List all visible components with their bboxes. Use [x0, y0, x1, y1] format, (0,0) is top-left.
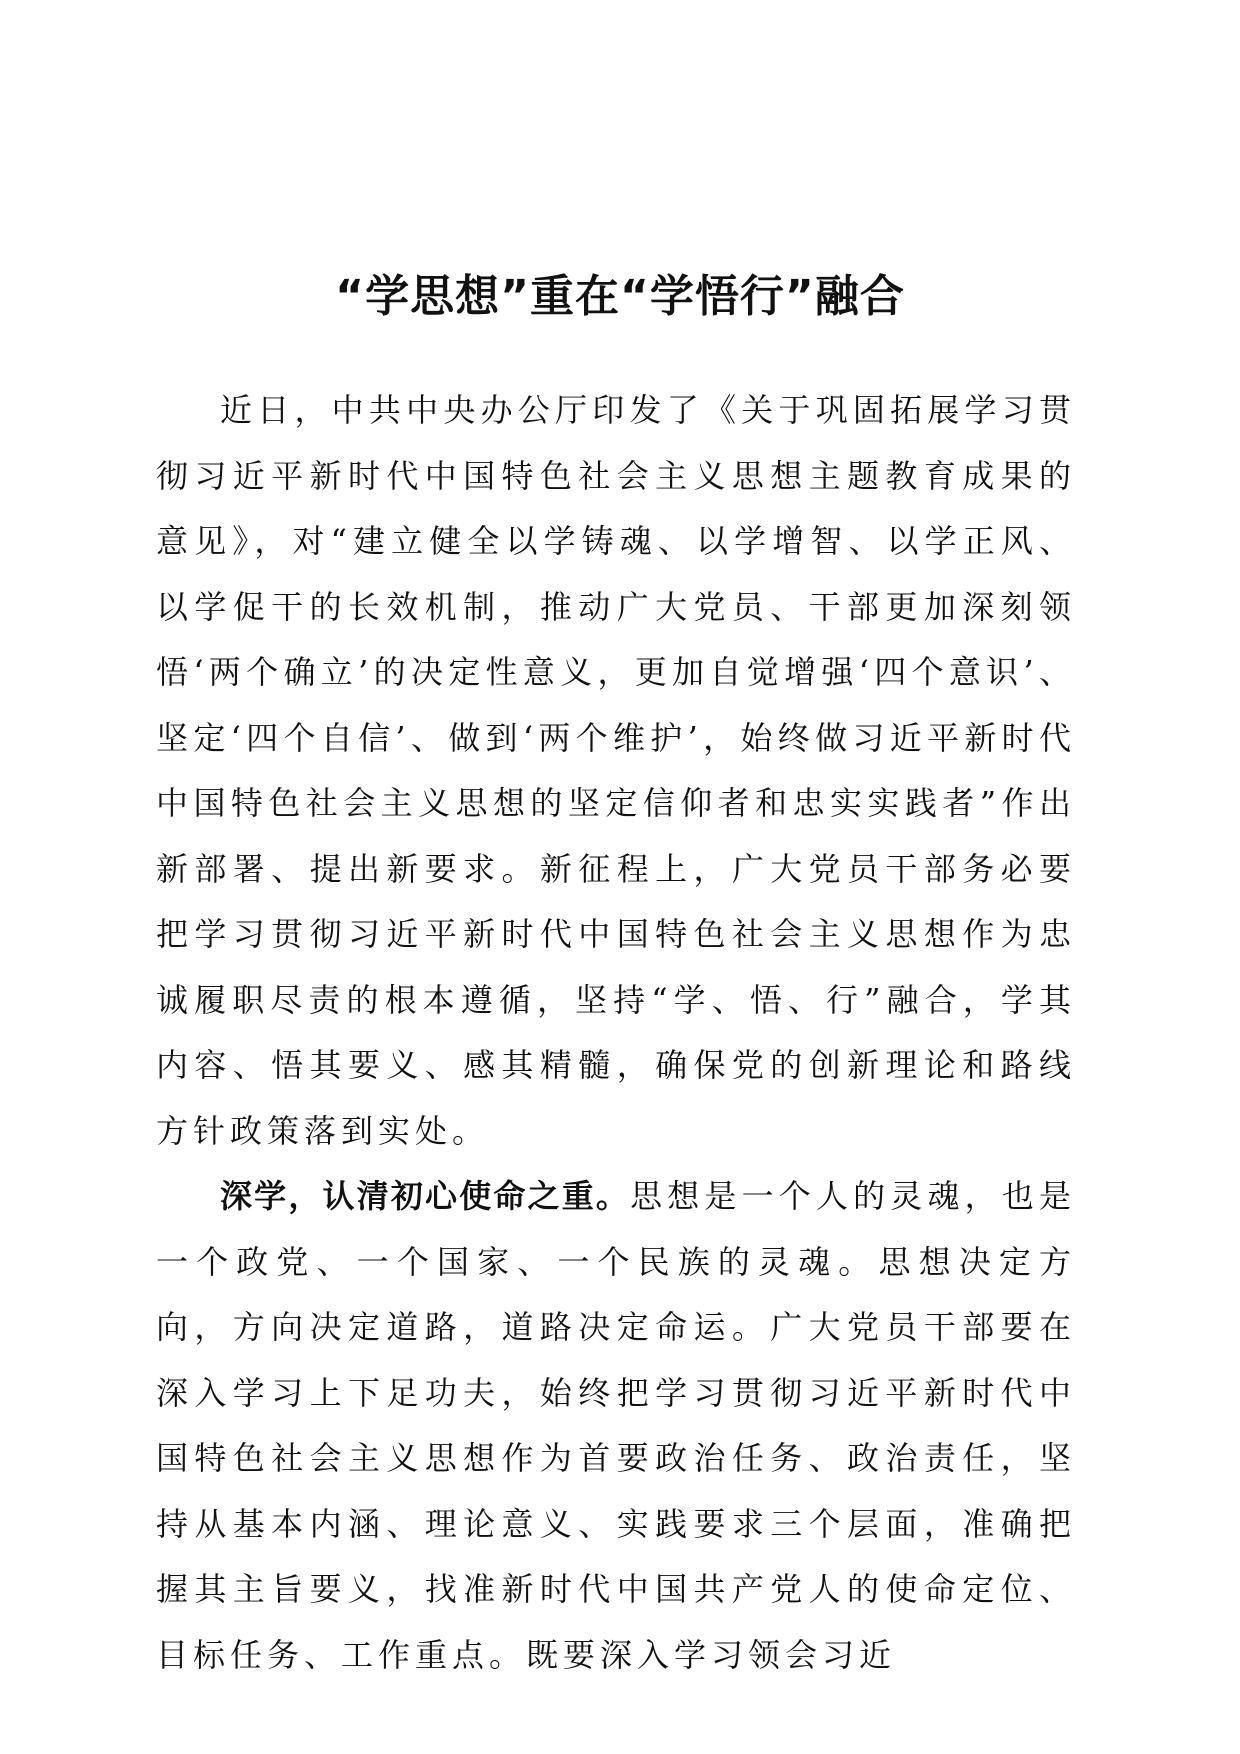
page-title: “学思想”重在“学悟行”融合	[335, 271, 905, 323]
paragraph-intro	[156, 378, 1076, 1164]
paragraph-text: 近日，中共中央办公厅印发了《关于巩固拓展学习贯彻习近平新时代中国特色社会主义思想主题教育成果的意见》，对“建立健全以学铸魂、以学增智、以学正风、以学促干的长效机制，推动广大党员、干部更加深刻领悟‘两个确立’的决定性意义，更加自觉增强‘四个意识’、坚定‘四个自信’、做到‘两个维护’，始终做习近平新时代中国特色社会主义思想的坚定信仰者和忠实实践者”作出新部署、提出新要求。新征程上，广大党员干部务必要把学习贯彻习近平新时代中国特色社会主义思想作为忠诚履职尽责的根本遵循，坚持“学、悟、行”融合，学其内容、悟其要义、感其精髓，确保党的创新理论和路线方针政策落到实处。	[156, 391, 1076, 1150]
document-body	[156, 378, 1076, 1688]
paragraph-lead: 深学，认清初心使命之重。	[220, 1177, 631, 1215]
paragraph-text: 思想是一个人的灵魂，也是一个政党、一个国家、一个民族的灵魂。思想决定方向，方向决定道路，道路决定命运。广大党员干部要在深入学习上下足功夫，始终把学习贯彻习近平新时代中国特色社会主义思想作为首要政治任务、政治责任，坚持从基本内涵、理论意义、实践要求三个层面，准确把握其主旨要义，找准新时代中国共产党人的使命定位、目标任务、工作重点。既要深入学习领会习近	[156, 1177, 1076, 1674]
paragraph-deep-study	[156, 1164, 1076, 1688]
